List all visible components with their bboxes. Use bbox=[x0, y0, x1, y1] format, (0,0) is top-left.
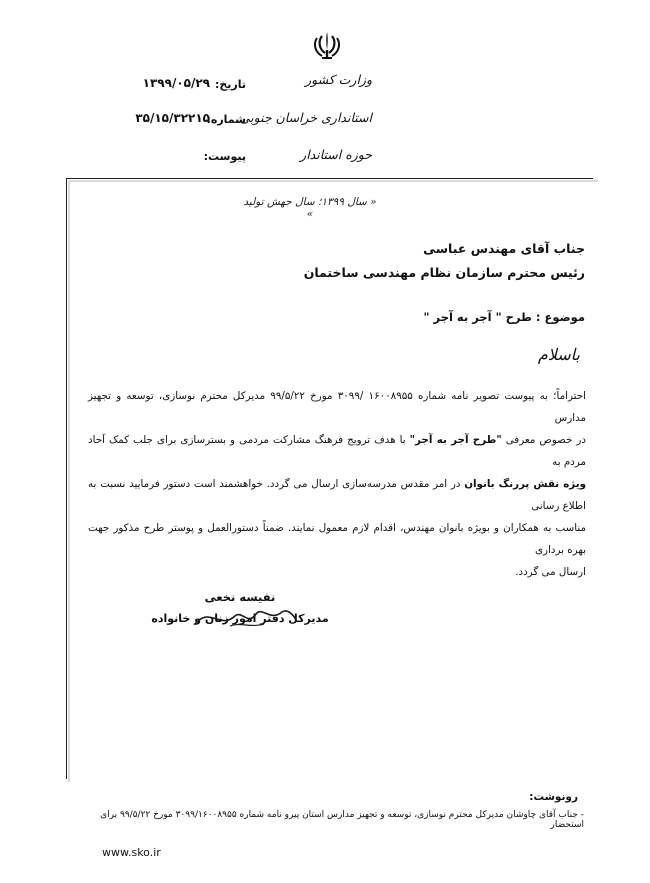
body-line-2 bbox=[88, 429, 586, 473]
greeting: باسلام bbox=[537, 345, 580, 364]
recipient-name: جناب آقای مهندس عباسی bbox=[423, 241, 585, 256]
body-line-1: احتراماً؛ به پیوست تصویر نامه شماره ۱۶۰۰۸۹۵۵ /۳۰۹۹ مورخ ۹۹/۵/۲۲ مدیرکل محترم نوسازی، توسعه و تجهیز مدارس bbox=[88, 390, 586, 424]
plan-name-bold: "طرح آجر به آجر" bbox=[409, 434, 502, 446]
attachment-label: پیوست: bbox=[203, 150, 246, 163]
body-line-2c: با هدف ترویج فرهنگ مشارکت مردمی و بسترسازی برای جلب کمک آحاد مردم به bbox=[88, 434, 586, 468]
letter-body bbox=[88, 385, 586, 583]
body-line-2a: در خصوص معرفی bbox=[501, 434, 586, 446]
signer-name: نفیسه نخعی bbox=[204, 590, 276, 604]
year-motto: « سال ۱۳۹۹؛ سال جهش تولید » bbox=[243, 196, 377, 220]
women-role-bold: ویژه نقش پررنگ بانوان bbox=[464, 478, 586, 490]
body-line-4: مناسب به همکاران و بویژه بانوان مهندس، اقدام لازم معمول نمایند. ضمناً دستورالعمل و پوستر طرح مذکور جهت بهره برداری bbox=[88, 522, 586, 556]
body-line-3b: در امر مقدس مدرسه‌سازی ارسال می گردد. خواهشمند است دستور فرمایید نسبت به اطلاع رسانی bbox=[88, 478, 586, 512]
number-value: ۳۵/۱۵/۳۲۲۱۵ bbox=[135, 111, 210, 125]
number-label: شماره: bbox=[206, 113, 246, 126]
office-name: حوزه استاندار bbox=[300, 147, 372, 162]
handwritten-signature bbox=[190, 596, 300, 636]
date-value: ۱۳۹۹/۰۵/۲۹ bbox=[142, 76, 210, 90]
date-label: تاریخ: bbox=[214, 78, 246, 91]
ministry-name: وزارت کشور bbox=[305, 72, 372, 87]
province-name: استانداری خراسان جنوبی bbox=[239, 110, 372, 125]
subject-line: موضوع : طرح " آجر به آجر " bbox=[423, 310, 585, 324]
signer-title: مدیرکل دفتر امور زنان و خانواده bbox=[151, 612, 329, 625]
footer-website: www.sko.ir bbox=[102, 846, 161, 859]
copies-line: - جناب آقای چاوشان مدیرکل محترم نوسازی، توسعه و تجهیز مدارس استان پیرو نامه شماره ۳۰۹۹/۱۶۰۰۸۹۵۵ مورخ ۹۹/۵/۲۲ برای استحضار bbox=[100, 810, 584, 830]
copies-label: رونوشت: bbox=[529, 791, 578, 803]
recipient-title: رئیس محترم سازمان نظام مهندسی ساختمان bbox=[303, 265, 585, 280]
body-line-5: ارسال می گردد. bbox=[515, 566, 586, 578]
body-line-3 bbox=[88, 473, 586, 517]
iran-emblem-icon bbox=[310, 28, 344, 62]
